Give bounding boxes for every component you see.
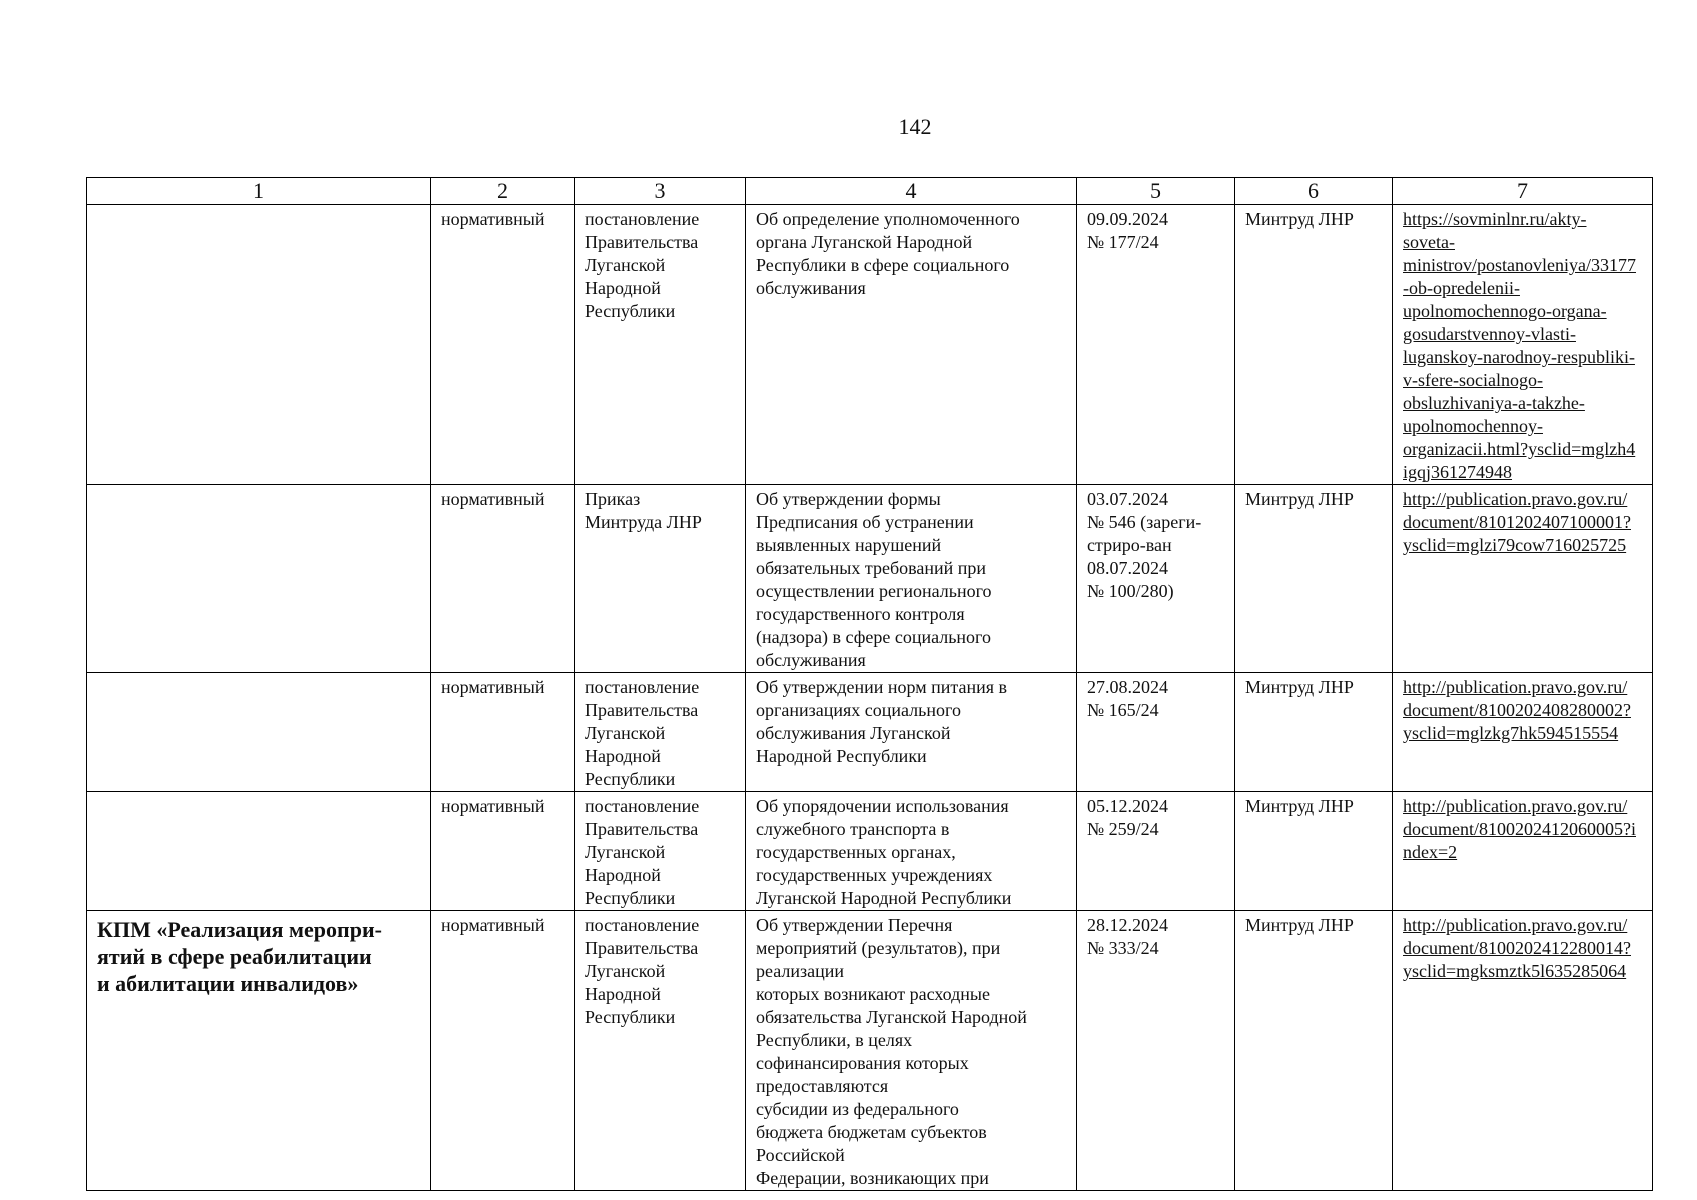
date-number-cell: 27.08.2024 № 165/24 bbox=[1077, 673, 1235, 792]
table-row bbox=[87, 485, 1653, 673]
agency-cell: Минтруд ЛНР bbox=[1235, 673, 1393, 792]
table-row bbox=[87, 673, 1653, 792]
table-row bbox=[87, 205, 1653, 485]
type-cell: нормативный bbox=[431, 485, 575, 673]
program-cell bbox=[87, 205, 431, 485]
date-number-cell: 09.09.2024 № 177/24 bbox=[1077, 205, 1235, 485]
document-link[interactable]: https://sovminlnr.ru/akty- soveta- ministrov/postanovleniya/33177 -ob-opredelenii- upolnomochennogo-organa- gosudarstvennoy-vlasti- luganskoy-narodnoy-respubliki- v-sfere-socialnogo- obsluzhivaniya-a-takzhe- upolnomochennoy- organizacii.html?ysclid=mglzh4 igqj361274948 bbox=[1403, 209, 1636, 482]
type-cell: нормативный bbox=[431, 792, 575, 911]
table-row bbox=[87, 911, 1653, 1191]
link-cell bbox=[1393, 792, 1653, 911]
program-title: КПМ «Реализация меропри- ятий в сфере реабилитации и абилитации инвалидов» bbox=[97, 917, 382, 996]
documents-table bbox=[86, 177, 1653, 1191]
agency-cell: Минтруд ЛНР bbox=[1235, 792, 1393, 911]
program-cell bbox=[87, 485, 431, 673]
type-cell: нормативный bbox=[431, 205, 575, 485]
doc-kind-cell: постановление Правительства Луганской Народной Республики bbox=[575, 205, 746, 485]
header-col-4: 4 bbox=[746, 178, 1077, 205]
header-col-6: 6 bbox=[1235, 178, 1393, 205]
document-link[interactable]: http://publication.pravo.gov.ru/ document/8100202408280002? ysclid=mglzkg7hk594515554 bbox=[1403, 677, 1631, 743]
header-col-1: 1 bbox=[87, 178, 431, 205]
document-link[interactable]: http://publication.pravo.gov.ru/ document/8101202407100001? ysclid=mglzi79cow716025725 bbox=[1403, 489, 1631, 555]
doc-kind-cell: постановление Правительства Луганской Народной Республики bbox=[575, 673, 746, 792]
link-cell bbox=[1393, 205, 1653, 485]
agency-cell: Минтруд ЛНР bbox=[1235, 911, 1393, 1191]
doc-kind-cell: постановление Правительства Луганской Народной Республики bbox=[575, 911, 746, 1191]
program-cell bbox=[87, 792, 431, 911]
link-cell bbox=[1393, 673, 1653, 792]
document-link[interactable]: http://publication.pravo.gov.ru/ document/8100202412280014? ysclid=mgksmztk5l635285064 bbox=[1403, 915, 1631, 981]
header-col-7: 7 bbox=[1393, 178, 1653, 205]
table-row bbox=[87, 792, 1653, 911]
document-link[interactable]: http://publication.pravo.gov.ru/ document/8100202412060005?i ndex=2 bbox=[1403, 796, 1636, 862]
title-cell: Об упорядочении использования служебного транспорта в государственных органах, государственных учреждениях Луганской Народной Республики bbox=[746, 792, 1077, 911]
date-number-cell: 03.07.2024 № 546 (зареги- стриро-ван 08.07.2024 № 100/280) bbox=[1077, 485, 1235, 673]
header-col-5: 5 bbox=[1077, 178, 1235, 205]
header-row bbox=[87, 178, 1653, 205]
page-number: 142 bbox=[898, 114, 932, 139]
date-number-cell: 05.12.2024 № 259/24 bbox=[1077, 792, 1235, 911]
program-cell bbox=[87, 673, 431, 792]
agency-cell: Минтруд ЛНР bbox=[1235, 205, 1393, 485]
title-cell: Об утверждении Перечня мероприятий (результатов), при реализации которых возникают расходные обязательства Луганской Народной Республики, в целях софинансирования которых предоставляются субсидии из федерального бюджета бюджетам субъектов Российской Федерации, возникающих при bbox=[746, 911, 1077, 1191]
doc-kind-cell: постановление Правительства Луганской Народной Республики bbox=[575, 792, 746, 911]
link-cell bbox=[1393, 485, 1653, 673]
type-cell: нормативный bbox=[431, 911, 575, 1191]
header-col-3: 3 bbox=[575, 178, 746, 205]
header-col-2: 2 bbox=[431, 178, 575, 205]
title-cell: Об утверждении норм питания в организациях социального обслуживания Луганской Народной Республики bbox=[746, 673, 1077, 792]
title-cell: Об определение уполномоченного органа Луганской Народной Республики в сфере социального обслуживания bbox=[746, 205, 1077, 485]
title-cell: Об утверждении формы Предписания об устранении выявленных нарушений обязательных требований при осуществлении регионального государственного контроля (надзора) в сфере социального обслуживания bbox=[746, 485, 1077, 673]
program-cell bbox=[87, 911, 431, 1191]
doc-kind-cell: Приказ Минтруда ЛНР bbox=[575, 485, 746, 673]
type-cell: нормативный bbox=[431, 673, 575, 792]
link-cell bbox=[1393, 911, 1653, 1191]
date-number-cell: 28.12.2024 № 333/24 bbox=[1077, 911, 1235, 1191]
agency-cell: Минтруд ЛНР bbox=[1235, 485, 1393, 673]
